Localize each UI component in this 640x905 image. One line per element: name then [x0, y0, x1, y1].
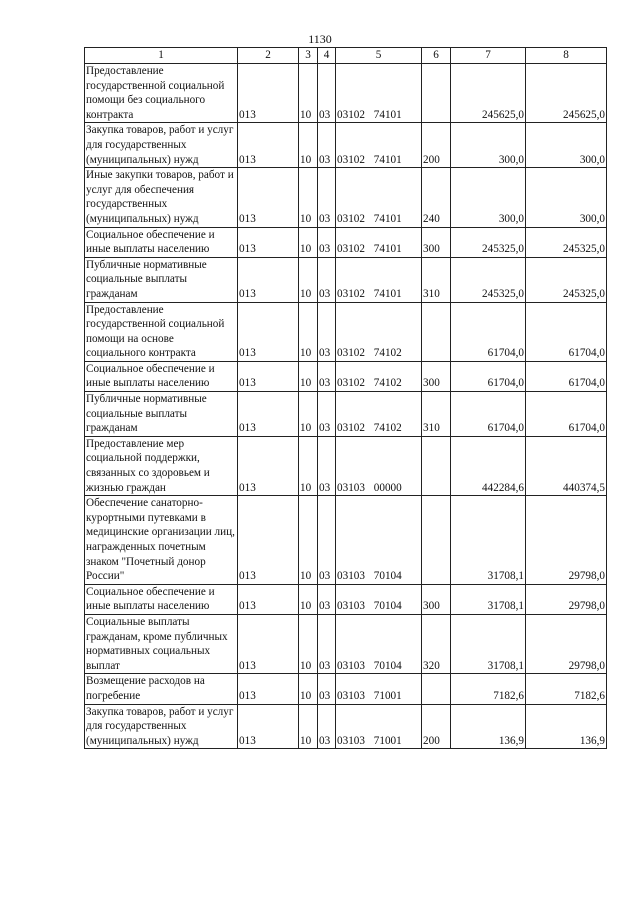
subsection-code-cell: 03	[318, 496, 336, 585]
amount-year2-cell: 440374,5	[526, 436, 607, 495]
column-header: 3	[299, 48, 318, 64]
row-name-cell: Закупка товаров, работ и услуг для государственных (муниципальных) нужд	[85, 123, 238, 168]
expense-type-cell	[422, 496, 451, 585]
expense-type-cell: 200	[422, 704, 451, 749]
subsection-code-cell: 03	[318, 584, 336, 614]
amount-year2-cell: 136,9	[526, 704, 607, 749]
section-code-cell: 10	[299, 168, 318, 227]
ministry-code-cell: 013	[238, 257, 299, 302]
expense-type-cell	[422, 436, 451, 495]
row-name-cell: Социальное обеспечение и иные выплаты населению	[85, 584, 238, 614]
section-code-cell: 10	[299, 302, 318, 361]
row-name-cell: Иные закупки товаров, работ и услуг для обеспечения государственных (муниципальных) нужд	[85, 168, 238, 227]
amount-year2-cell: 61704,0	[526, 302, 607, 361]
table-row	[85, 227, 607, 257]
ministry-code-cell: 013	[238, 496, 299, 585]
expense-type-cell: 310	[422, 257, 451, 302]
expense-type-cell: 200	[422, 123, 451, 168]
amount-year1-cell: 136,9	[451, 704, 526, 749]
subsection-code-cell: 03	[318, 123, 336, 168]
row-name-cell: Возмещение расходов на погребение	[85, 674, 238, 704]
amount-year2-cell: 245325,0	[526, 227, 607, 257]
amount-year1-cell: 61704,0	[451, 302, 526, 361]
target-article-cell: 03102 74101	[336, 257, 422, 302]
section-code-cell: 10	[299, 64, 318, 123]
row-name-cell: Социальное обеспечение и иные выплаты населению	[85, 361, 238, 391]
amount-year1-cell: 61704,0	[451, 361, 526, 391]
target-article-cell: 03102 74102	[336, 392, 422, 437]
amount-year1-cell: 31708,1	[451, 584, 526, 614]
column-header: 1	[85, 48, 238, 64]
table-row	[85, 436, 607, 495]
ministry-code-cell: 013	[238, 302, 299, 361]
expense-type-cell: 300	[422, 584, 451, 614]
ministry-code-cell: 013	[238, 361, 299, 391]
section-code-cell: 10	[299, 496, 318, 585]
subsection-code-cell: 03	[318, 302, 336, 361]
ministry-code-cell: 013	[238, 704, 299, 749]
amount-year2-cell: 61704,0	[526, 361, 607, 391]
row-name-cell: Обеспечение санаторно-курортными путевками в медицинские организации лиц, награжденных почетным знаком "Почетный донор России"	[85, 496, 238, 585]
target-article-cell: 03103 71001	[336, 674, 422, 704]
target-article-cell: 03102 74101	[336, 227, 422, 257]
row-name-cell: Социальное обеспечение и иные выплаты населению	[85, 227, 238, 257]
subsection-code-cell: 03	[318, 361, 336, 391]
amount-year1-cell: 7182,6	[451, 674, 526, 704]
target-article-cell: 03102 74102	[336, 302, 422, 361]
column-header: 8	[526, 48, 607, 64]
ministry-code-cell: 013	[238, 584, 299, 614]
target-article-cell: 03102 74101	[336, 168, 422, 227]
subsection-code-cell: 03	[318, 704, 336, 749]
section-code-cell: 10	[299, 361, 318, 391]
target-article-cell: 03102 74101	[336, 123, 422, 168]
ministry-code-cell: 013	[238, 614, 299, 673]
section-code-cell: 10	[299, 614, 318, 673]
amount-year1-cell: 245625,0	[451, 64, 526, 123]
row-name-cell: Предоставление государственной социальной помощи без социального контракта	[85, 64, 238, 123]
section-code-cell: 10	[299, 257, 318, 302]
row-name-cell: Публичные нормативные социальные выплаты гражданам	[85, 392, 238, 437]
target-article-cell: 03103 70104	[336, 496, 422, 585]
column-header: 4	[318, 48, 336, 64]
expense-type-cell	[422, 302, 451, 361]
amount-year1-cell: 300,0	[451, 168, 526, 227]
ministry-code-cell: 013	[238, 64, 299, 123]
subsection-code-cell: 03	[318, 674, 336, 704]
table-row	[85, 704, 607, 749]
target-article-cell: 03103 71001	[336, 704, 422, 749]
target-article-cell: 03102 74101	[336, 64, 422, 123]
amount-year1-cell: 61704,0	[451, 392, 526, 437]
section-code-cell: 10	[299, 436, 318, 495]
row-name-cell: Предоставление мер социальной поддержки, связанных со здоровьем и жизнью граждан	[85, 436, 238, 495]
amount-year2-cell: 29798,0	[526, 584, 607, 614]
row-name-cell: Предоставление государственной социальной помощи на основе социального контракта	[85, 302, 238, 361]
column-header-row	[85, 48, 607, 64]
amount-year2-cell: 245325,0	[526, 257, 607, 302]
table-row	[85, 168, 607, 227]
table-row	[85, 496, 607, 585]
row-name-cell: Закупка товаров, работ и услуг для государственных (муниципальных) нужд	[85, 704, 238, 749]
subsection-code-cell: 03	[318, 392, 336, 437]
table-row	[85, 302, 607, 361]
table-row	[85, 584, 607, 614]
expense-type-cell	[422, 64, 451, 123]
amount-year1-cell: 245325,0	[451, 257, 526, 302]
section-code-cell: 10	[299, 584, 318, 614]
row-name-cell: Публичные нормативные социальные выплаты гражданам	[85, 257, 238, 302]
table-row	[85, 64, 607, 123]
subsection-code-cell: 03	[318, 64, 336, 123]
subsection-code-cell: 03	[318, 614, 336, 673]
amount-year2-cell: 29798,0	[526, 614, 607, 673]
amount-year1-cell: 31708,1	[451, 496, 526, 585]
ministry-code-cell: 013	[238, 227, 299, 257]
section-code-cell: 10	[299, 704, 318, 749]
row-name-cell: Социальные выплаты гражданам, кроме публичных нормативных социальных выплат	[85, 614, 238, 673]
table-row	[85, 614, 607, 673]
amount-year2-cell: 29798,0	[526, 496, 607, 585]
expense-type-cell: 300	[422, 361, 451, 391]
ministry-code-cell: 013	[238, 392, 299, 437]
section-code-cell: 10	[299, 123, 318, 168]
amount-year1-cell: 245325,0	[451, 227, 526, 257]
budget-table	[84, 47, 607, 749]
amount-year1-cell: 31708,1	[451, 614, 526, 673]
expense-type-cell: 320	[422, 614, 451, 673]
expense-type-cell: 300	[422, 227, 451, 257]
subsection-code-cell: 03	[318, 227, 336, 257]
amount-year1-cell: 300,0	[451, 123, 526, 168]
column-header: 7	[451, 48, 526, 64]
page-number: 1130	[308, 32, 332, 46]
target-article-cell: 03103 70104	[336, 614, 422, 673]
subsection-code-cell: 03	[318, 168, 336, 227]
amount-year2-cell: 61704,0	[526, 392, 607, 437]
column-header: 5	[336, 48, 422, 64]
table-row	[85, 674, 607, 704]
expense-type-cell: 240	[422, 168, 451, 227]
section-code-cell: 10	[299, 674, 318, 704]
target-article-cell: 03103 70104	[336, 584, 422, 614]
section-code-cell: 10	[299, 227, 318, 257]
ministry-code-cell: 013	[238, 674, 299, 704]
table-row	[85, 257, 607, 302]
amount-year2-cell: 245625,0	[526, 64, 607, 123]
table-row	[85, 123, 607, 168]
amount-year2-cell: 300,0	[526, 168, 607, 227]
subsection-code-cell: 03	[318, 436, 336, 495]
column-header: 2	[238, 48, 299, 64]
target-article-cell: 03102 74102	[336, 361, 422, 391]
table-row	[85, 392, 607, 437]
ministry-code-cell: 013	[238, 123, 299, 168]
amount-year2-cell: 300,0	[526, 123, 607, 168]
column-header: 6	[422, 48, 451, 64]
ministry-code-cell: 013	[238, 436, 299, 495]
target-article-cell: 03103 00000	[336, 436, 422, 495]
expense-type-cell	[422, 674, 451, 704]
amount-year1-cell: 442284,6	[451, 436, 526, 495]
section-code-cell: 10	[299, 392, 318, 437]
table-row	[85, 361, 607, 391]
expense-type-cell: 310	[422, 392, 451, 437]
ministry-code-cell: 013	[238, 168, 299, 227]
subsection-code-cell: 03	[318, 257, 336, 302]
amount-year2-cell: 7182,6	[526, 674, 607, 704]
